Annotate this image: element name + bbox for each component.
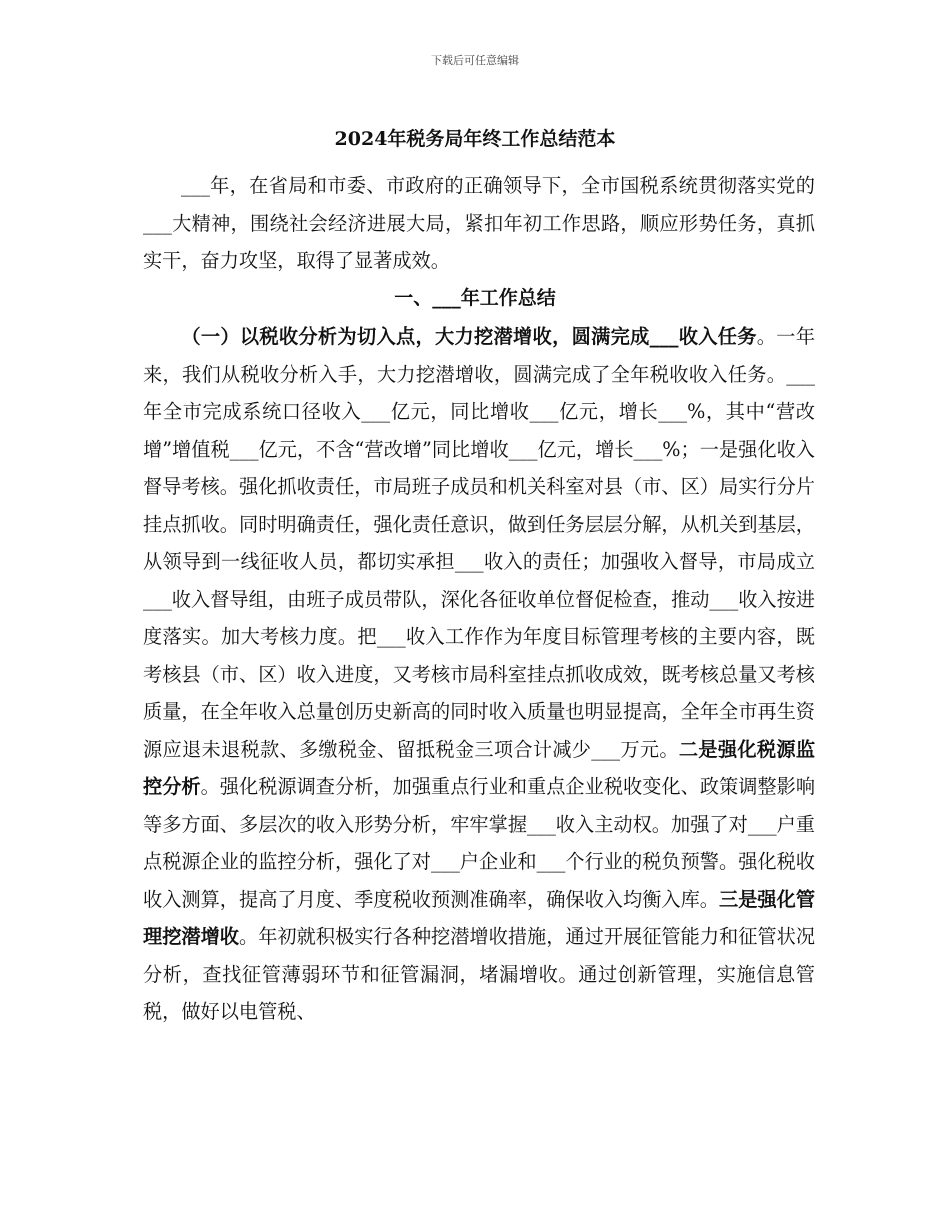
paragraph-text-3: 。年初就积极实行各种挖潜增收措施，通过开展征管能力和征管状况分析，查找征管薄弱环节和征管漏洞，堵漏增收。通过创新管理，实施信息管税，做好以电管税、 [143,925,816,1023]
paragraph-text-1: 。一年来，我们从税收分析入手，大力挖潜增收，圆满完成了全年税收收入任务。___年全市完成系统口径收入___亿元，同比增收___亿元，增长___%，其中“营改增”增值税___亿元，不含“营改增”同比增收___亿元，增长___%；一是强化收入督导考核。强化抓收责任，市局班子成员和机关科室对县（市、区）局实行分片挂点抓收。同时明确责任，强化责任意识，做到任务层层分解，从机关到基层，从领导到一线征收人员，都切实承担___收入的责任；加强收入督导，市局成立___收入督导组，由班子成员带队，深化各征收单位督促检查，推动___收入按进度落实。加大考核力度。把___收入工作作为年度目标管理考核的主要内容，既考核县（市、区）收入进度，又考核市局科室挂点抓收成效，既考核总量又考核质量，在全年收入总量创历史新高的同时收入质量也明显提高，全年全市再生资源应退未退税款、多缴税金、留抵税金三项合计减少___万元。 [143,325,816,761]
main-paragraph [143,318,815,1031]
intro-text: ___年，在省局和市委、市政府的正确领导下，全市国税系统贯彻落实党的___大精神，围绕社会经济进展大局，紧扣年初工作思路，顺应形势任务，真抓实干，奋力攻坚，取得了显著成效。 [143,174,815,272]
header-note: 下载后可任意编辑 [431,54,519,67]
document-title: 2024年税务局年终工作总结范本 [334,128,616,150]
point-heading-3: 三是强化管理挖潜增收 [143,887,816,948]
subsection-heading: （一）以税收分析为切入点，大力挖潜增收，圆满完成___收入任务 [181,325,757,348]
point-heading-2: 二是强化税源监控分析 [143,737,816,798]
section-heading: 一、___年工作总结 [394,287,556,309]
paragraph-text-2: 。强化税源调查分析，加强重点行业和重点企业税收变化、政策调整影响等多方面、多层次的收入形势分析，牢牢掌握___收入主动权。加强了对___户重点税源企业的监控分析，强化了对___户企业和___个行业的税负预警。强化税收收入测算，提高了月度、季度税收预测准确率，确保收入均衡入库。 [143,775,816,911]
intro-paragraph [143,167,815,280]
